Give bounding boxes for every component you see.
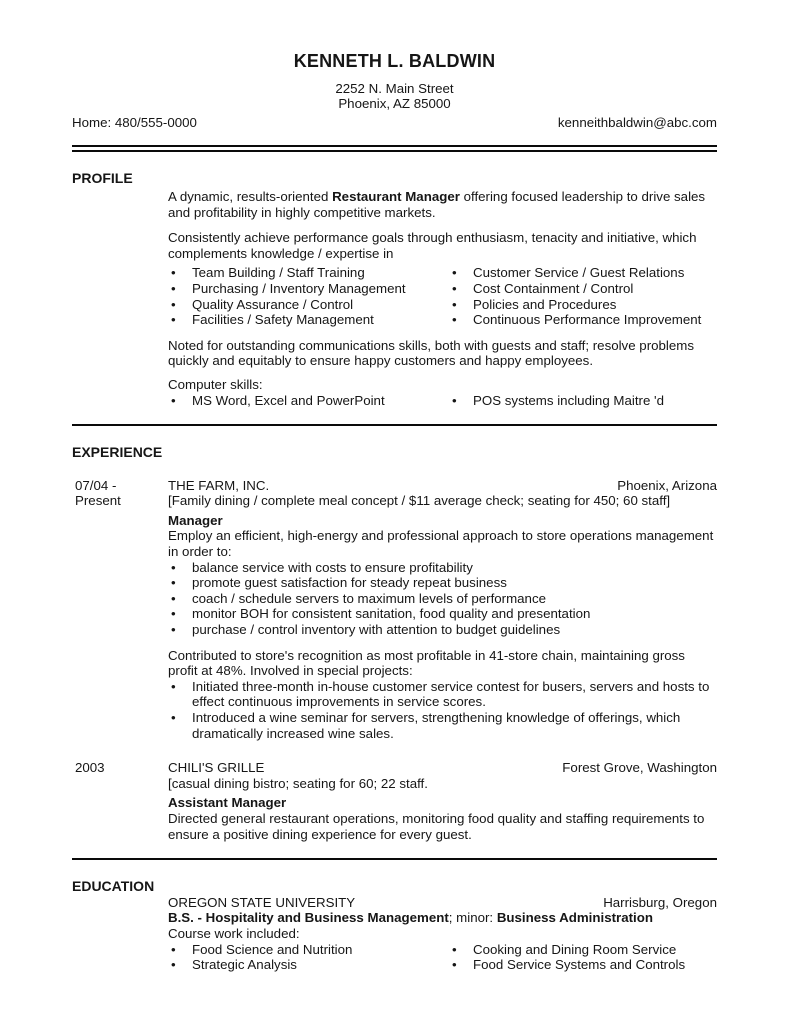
school-name: OREGON STATE UNIVERSITY <box>168 894 356 910</box>
job-duty-item: • coach / schedule servers to maximum levels of performance <box>168 591 717 607</box>
profile-p1-pre: A dynamic, results-oriented <box>168 188 333 204</box>
job-intro: Directed general restaurant operations, monitoring food quality and staffing requirements to ensure a positive dining experience for every guest. <box>168 810 705 842</box>
skill-item: • Team Building / Staff Training <box>168 265 449 281</box>
job-achievements-intro: Contributed to store's recognition as most profitable in 41-store chain, maintaining gross profit at 48%. Involved in special projects: <box>168 647 685 679</box>
job-achievement-list <box>168 679 717 741</box>
skill-item: • Quality Assurance / Control <box>168 297 449 313</box>
job-achievement-item: • Initiated three-month in-house customer service contest for busers, servers and hosts to effect continuous improvements in service scores. <box>168 679 717 710</box>
job-details <box>168 760 717 842</box>
company-descriptor: [casual dining bistro; seating for 60; 22 staff. <box>168 775 428 791</box>
course-columns <box>168 942 717 973</box>
address-line-1: 2252 N. Main Street <box>335 80 454 96</box>
company-location: Forest Grove, Washington <box>562 760 717 776</box>
skills-column-right <box>449 265 717 327</box>
school-location: Harrisburg, Oregon <box>603 894 717 910</box>
company-row <box>168 478 717 494</box>
job-date: 2003 <box>75 760 105 776</box>
job-duty-item: • monitor BOH for consistent sanitation, food quality and presentation <box>168 606 717 622</box>
job-dates <box>72 478 168 742</box>
company-descriptor: [Family dining / complete meal concept / $11 average check; seating for 450; 60 staff] <box>168 493 671 509</box>
profile-paragraph-3: Noted for outstanding communications skills, both with guests and staff; resolve problems quickly and equitably to ensure happy customers and happy employees. <box>168 337 694 369</box>
profile-section <box>72 171 717 408</box>
job-dates <box>72 760 168 842</box>
job-entry-the-farm <box>72 478 717 742</box>
computer-skill-item: • POS systems including Maitre 'd <box>449 393 717 409</box>
experience-heading: EXPERIENCE <box>72 444 163 461</box>
job-title: Manager <box>168 512 223 528</box>
computer-skills-left <box>168 393 449 409</box>
computer-skills-columns <box>168 393 717 409</box>
section-divider-education <box>72 858 717 860</box>
header-divider <box>72 145 717 152</box>
job-date-end: Present <box>75 493 121 509</box>
profile-paragraph-2: Consistently achieve performance goals through enthusiasm, tenacity and initiative, which complements knowledge / expertise in <box>168 230 697 261</box>
candidate-name: KENNETH L. BALDWIN <box>293 51 496 71</box>
skills-column-left <box>168 265 449 327</box>
profile-heading: PROFILE <box>72 170 133 187</box>
course-item: • Food Service Systems and Controls <box>449 957 717 973</box>
skill-item: • Cost Containment / Control <box>449 281 717 297</box>
profile-paragraph-1 <box>168 189 717 220</box>
job-title: Assistant Manager <box>168 795 287 811</box>
education-heading: EDUCATION <box>72 878 155 895</box>
address-line-2: Phoenix, AZ 85000 <box>338 96 451 112</box>
section-divider-experience <box>72 424 717 426</box>
course-item: • Strategic Analysis <box>168 957 449 973</box>
company-location: Phoenix, Arizona <box>617 477 717 493</box>
job-details <box>168 478 717 742</box>
degree-minor: Business Administration <box>496 910 653 926</box>
company-name: THE FARM, INC. <box>168 477 270 493</box>
home-phone: Home: 480/555-0000 <box>72 114 197 130</box>
experience-section <box>72 445 717 842</box>
computer-skill-item: • MS Word, Excel and PowerPoint <box>168 393 449 409</box>
skill-item: • Customer Service / Guest Relations <box>449 265 717 281</box>
profile-p1-role: Restaurant Manager <box>332 188 460 204</box>
profile-p1-post: offering focused leadership to drive sales and profitability in highly competitive markets. <box>168 188 706 220</box>
education-section <box>72 879 717 973</box>
job-duty-item: • purchase / control inventory with attention to budget guidelines <box>168 622 717 638</box>
skill-item: • Continuous Performance Improvement <box>449 312 717 328</box>
degree-major: B.S. - Hospitality and Business Management <box>168 910 449 926</box>
company-name: CHILI'S GRILLE <box>168 760 265 776</box>
job-entry-chilis-grille <box>72 760 717 842</box>
job-duty-list <box>168 560 717 638</box>
job-duty-item: • promote guest satisfaction for steady repeat business <box>168 575 717 591</box>
job-date-start: 07/04 - <box>75 477 117 493</box>
company-row <box>168 760 717 776</box>
job-intro: Employ an efficient, high-energy and professional approach to store operations management in order to: <box>168 528 714 560</box>
coursework-label: Course work included: <box>168 925 300 941</box>
school-row <box>168 895 717 911</box>
contact-row <box>72 115 717 131</box>
job-duty-item: • balance service with costs to ensure profitability <box>168 560 717 576</box>
computer-skills-label: Computer skills: <box>168 376 263 392</box>
degree-minor-label: ; minor: <box>448 910 497 926</box>
course-column-left <box>168 942 449 973</box>
education-body <box>168 895 717 973</box>
degree-line <box>168 910 717 926</box>
resume-header <box>72 51 717 130</box>
computer-skills-right <box>449 393 717 409</box>
course-column-right <box>449 942 717 973</box>
email-address: kenneithbaldwin@abc.com <box>557 114 717 130</box>
skill-item: • Facilities / Safety Management <box>168 312 449 328</box>
course-item: • Cooking and Dining Room Service <box>449 942 717 958</box>
address-block <box>72 81 717 112</box>
skill-item: • Policies and Procedures <box>449 297 717 313</box>
job-achievement-item: • Introduced a wine seminar for servers, strengthening knowledge of offerings, which dramatically increased wine sales. <box>168 710 717 741</box>
skill-item: • Purchasing / Inventory Management <box>168 281 449 297</box>
skills-columns <box>168 265 717 327</box>
course-item: • Food Science and Nutrition <box>168 942 449 958</box>
profile-body <box>168 189 717 408</box>
